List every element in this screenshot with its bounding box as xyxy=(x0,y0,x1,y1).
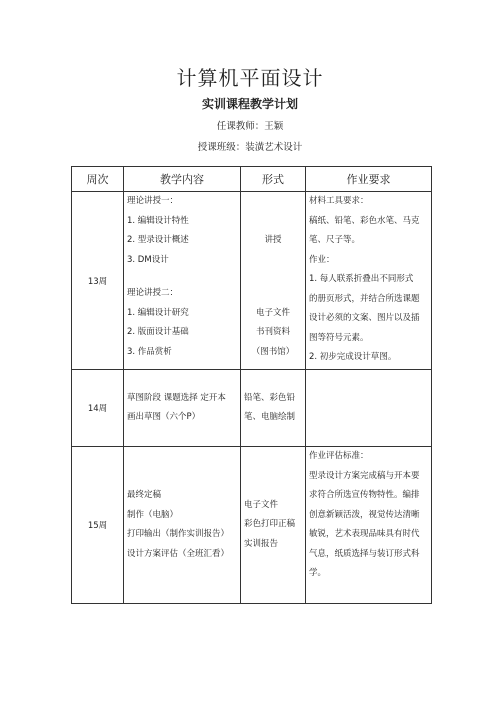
req-line: 材料工具要求： xyxy=(309,196,369,206)
req-line: 学。 xyxy=(309,568,327,578)
teacher-line: 任课教师：王颖 xyxy=(216,121,284,132)
class-line: 授课班级：装潢艺术设计 xyxy=(197,142,303,153)
req-line: 稿纸、铅笔、彩色水笔、马克 xyxy=(309,215,420,226)
content-line: 理论讲授一： xyxy=(127,196,179,206)
content-line: 最终定稿 xyxy=(127,490,162,500)
req-line: 2. 初步完成设计草图。 xyxy=(309,352,397,362)
content-line: 1. 编辑设计特性 xyxy=(127,215,189,226)
req-line: 设计必须的文案、图片以及插 xyxy=(309,313,420,323)
req-line: 笔、尺子等。 xyxy=(309,235,361,245)
header-week: 周次 xyxy=(72,167,124,192)
content-line: 3. 作品赏析 xyxy=(127,346,172,357)
requirements-cell xyxy=(306,447,432,604)
content-cell xyxy=(124,192,241,370)
req-line: 作业： xyxy=(309,254,335,265)
form-line: 铅笔、彩色铅 xyxy=(244,392,296,403)
document-title: 计算机平面设计 xyxy=(176,66,324,90)
form-line: 笔、电脑绘制 xyxy=(244,412,296,422)
req-line: 气息，纸质选择与装订形式科 xyxy=(309,548,420,559)
table-row xyxy=(72,447,432,604)
content-line: 草图阶段 课题选择 定开本 xyxy=(127,392,226,403)
form-line: 电子文件 xyxy=(244,499,279,510)
content-line: 打印输出（制作实训报告） xyxy=(127,529,230,539)
content-line: 2. 版面设计基础 xyxy=(127,327,189,337)
content-line: 制作（电脑） xyxy=(127,509,179,520)
header-form: 形式 xyxy=(241,167,306,192)
content-line: 设计方案评估（全班汇看） xyxy=(127,548,230,559)
content-line: 3. DM设计 xyxy=(127,254,169,265)
week-cell: 15周 xyxy=(72,447,124,604)
header-content: 教学内容 xyxy=(124,167,241,192)
req-line: 图等符号元素。 xyxy=(309,332,369,343)
form-line: 讲授 xyxy=(264,235,282,245)
header-requirements: 作业要求 xyxy=(306,167,432,192)
content-line: 理论讲授二： xyxy=(127,288,179,298)
form-cell xyxy=(241,370,306,447)
req-line: 求符合所选宣传物特性。编排 xyxy=(309,490,420,500)
form-line: （图书馆） xyxy=(251,346,295,357)
requirements-cell xyxy=(306,370,432,447)
req-line: 的册页形式，并结合所选课题 xyxy=(309,293,420,304)
table-header-row xyxy=(72,167,432,192)
course-plan-table xyxy=(71,166,432,604)
content-line: 画出草图（六个P） xyxy=(127,412,201,422)
content-cell xyxy=(124,447,241,604)
form-cell xyxy=(241,447,306,604)
form-cell xyxy=(241,192,306,370)
document-subtitle: 实训课程教学计划 xyxy=(201,97,298,111)
table-row xyxy=(72,192,432,370)
content-line: 2. 型录设计概述 xyxy=(127,235,189,245)
form-line: 电子文件 xyxy=(255,307,290,318)
form-line: 彩色打印正稿 xyxy=(244,519,296,530)
req-line: 作业评估标准： xyxy=(309,451,369,461)
req-line: 敏锐，艺术表现品味具有时代 xyxy=(309,529,420,539)
req-line: 创意新颖活泼，视觉传达清晰 xyxy=(309,509,420,520)
content-cell xyxy=(124,370,241,447)
week-cell: 14周 xyxy=(72,370,124,447)
req-line: 型录设计方案完成稿与开本要 xyxy=(309,470,420,481)
week-cell: 13周 xyxy=(72,192,124,370)
table-row xyxy=(72,370,432,447)
content-line: 1. 编辑设计研究 xyxy=(127,307,189,318)
req-line: 1. 每人联系折叠出不同形式 xyxy=(309,274,414,284)
form-line: 实训报告 xyxy=(244,538,279,549)
form-line: 书刊资料 xyxy=(255,327,290,337)
requirements-cell xyxy=(306,192,432,370)
